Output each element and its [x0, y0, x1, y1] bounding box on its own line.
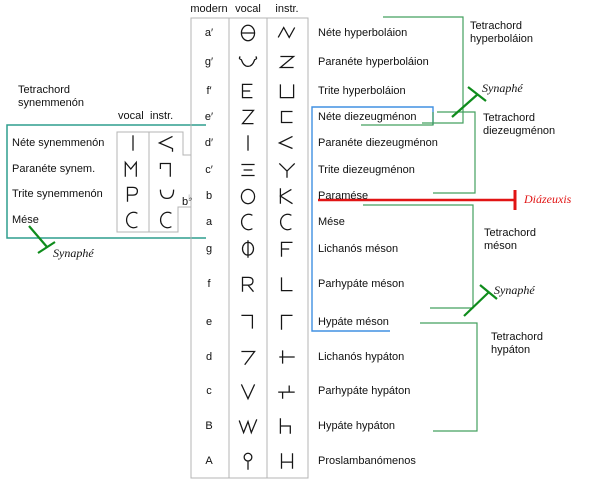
- greek-note-name: Parhypáte hypáton: [318, 385, 411, 397]
- synemmenon-note-name: Trite synemmenón: [12, 188, 103, 200]
- modern-note-label: d: [205, 351, 213, 363]
- omicron-notation-icon: [237, 186, 259, 206]
- greek-note-name: Hypáte méson: [318, 316, 389, 328]
- greek-note-name: Paranéte diezeugménon: [318, 137, 438, 149]
- epsilon-notation-icon: [237, 81, 259, 101]
- angle-left-tick-notation-icon: [156, 133, 178, 153]
- modern-note-label: a′: [204, 27, 214, 39]
- theta-notation-icon: [237, 23, 259, 43]
- greek-note-name: Paramése: [318, 190, 369, 202]
- tetrachord-diezeugmenon-bracket: [433, 112, 475, 193]
- header-modern: modern: [190, 3, 228, 15]
- tetrachord-hypaton-bracket: [420, 323, 477, 431]
- b-flat-note: b♭: [182, 193, 193, 208]
- modern-note-label: g: [205, 243, 213, 255]
- h-square-notation-icon: [276, 416, 298, 436]
- header-vocal: vocal: [235, 3, 261, 15]
- greek-note-name: Néte diezeugménon: [318, 111, 417, 123]
- diazeuxis-label: Diázeuxis: [524, 192, 572, 206]
- greek-note-name: Lichanós méson: [318, 243, 399, 255]
- bar-notation-icon: [122, 133, 144, 153]
- synemmenon-note-name: Mése: [12, 214, 39, 226]
- kappa-notation-icon: [276, 186, 298, 206]
- t-left-notation-icon: [276, 347, 298, 367]
- c-curve-notation-icon: [156, 210, 178, 230]
- angle-left-notation-icon: [276, 133, 298, 153]
- synaphe-left-label: Synaphé: [53, 246, 94, 260]
- eta-notation-icon: [276, 451, 298, 471]
- modern-note-label: c′: [205, 164, 213, 176]
- synemmenon-note-name: Paranéte synem.: [12, 163, 96, 175]
- synemmenon-note-name: Néte synemmenón: [12, 137, 105, 149]
- c-square-notation-icon: [276, 107, 298, 127]
- bar-notation-icon: [237, 133, 259, 153]
- greek-note-name: Trite diezeugménon: [318, 164, 415, 176]
- synaphe-bottom-label: Synaphé: [494, 283, 535, 297]
- synemmenon-header-vocal: vocal: [118, 110, 144, 122]
- modern-note-label: f′: [206, 85, 212, 97]
- modern-note-label: a: [205, 216, 213, 228]
- gamma-notation-icon: [276, 312, 298, 332]
- synaphe-top-label: Synaphé: [482, 81, 523, 95]
- modern-note-label: f: [207, 278, 211, 290]
- qoppa-notation-icon: [237, 451, 259, 471]
- synemmenon-title: Tetrachord synemmenón: [18, 84, 85, 109]
- xi-notation-icon: [237, 160, 259, 180]
- seven-notation-icon: [237, 347, 259, 367]
- greek-note-name: Néte hyperboláion: [318, 27, 408, 39]
- synemmenon-header-instr: instr.: [150, 110, 174, 122]
- em-notation-icon: [122, 159, 144, 179]
- el-notation-icon: [276, 274, 298, 294]
- zigzag-notation-icon: [276, 23, 298, 43]
- synaphe-pin-left: [29, 226, 55, 253]
- double-u-notation-icon: [237, 416, 259, 436]
- tetrachord-hyperbolaion-label: Tetrachord hyperboláion: [470, 20, 533, 45]
- modern-note-label: A: [205, 455, 213, 467]
- u-curve-notation-icon: [156, 184, 178, 204]
- greek-note-name: Proslambanómenos: [318, 455, 416, 467]
- ar-notation-icon: [237, 274, 259, 294]
- modern-note-label: e′: [204, 111, 214, 123]
- phi-notation-icon: [237, 239, 259, 259]
- c-curve-notation-icon: [276, 212, 298, 232]
- greek-note-name: Mése: [318, 216, 345, 228]
- greek-note-name: Trite hyperboláion: [318, 85, 406, 97]
- greek-note-name: Paranéte hyperboláion: [318, 56, 429, 68]
- modern-note-label: B: [205, 420, 213, 432]
- step-notation-icon: [276, 381, 298, 401]
- tetrachord-meson-label: Tetrachord méson: [484, 227, 536, 252]
- greek-note-name: Hypáte hypáton: [318, 420, 396, 432]
- modern-note-label: d′: [204, 137, 214, 149]
- upsilon-notation-icon: [237, 52, 259, 72]
- greek-note-name: Parhypáte méson: [318, 278, 405, 290]
- zeta2-notation-icon: [276, 52, 298, 72]
- header-instr: instr.: [275, 3, 299, 15]
- synaphe-pin-bottom: [464, 285, 497, 316]
- modern-note-label: b: [205, 190, 213, 202]
- ef-notation-icon: [276, 239, 298, 259]
- c-curve-notation-icon: [237, 212, 259, 232]
- modern-note-label: e: [205, 316, 213, 328]
- tetrachord-hypaton-label: Tetrachord hypáton: [491, 331, 543, 356]
- pe-notation-icon: [122, 184, 144, 204]
- vee-notation-icon: [237, 381, 259, 401]
- tetrachord-meson-bracket: [363, 205, 473, 308]
- c-curve-notation-icon: [122, 210, 144, 230]
- tetrachord-diezeugmenon-label: Tetrachord diezeugménon: [483, 112, 556, 137]
- pi-hook-notation-icon: [156, 159, 178, 179]
- u-square-notation-icon: [276, 81, 298, 101]
- synaphe-pin-top: [452, 87, 486, 117]
- zeta-notation-icon: [237, 107, 259, 127]
- greek-note-name: Lichanós hypáton: [318, 351, 405, 363]
- modern-note-label: g′: [204, 56, 214, 68]
- corner-tr-notation-icon: [237, 312, 259, 332]
- modern-note-label: c: [206, 385, 212, 397]
- lambda-stem-notation-icon: [276, 160, 298, 180]
